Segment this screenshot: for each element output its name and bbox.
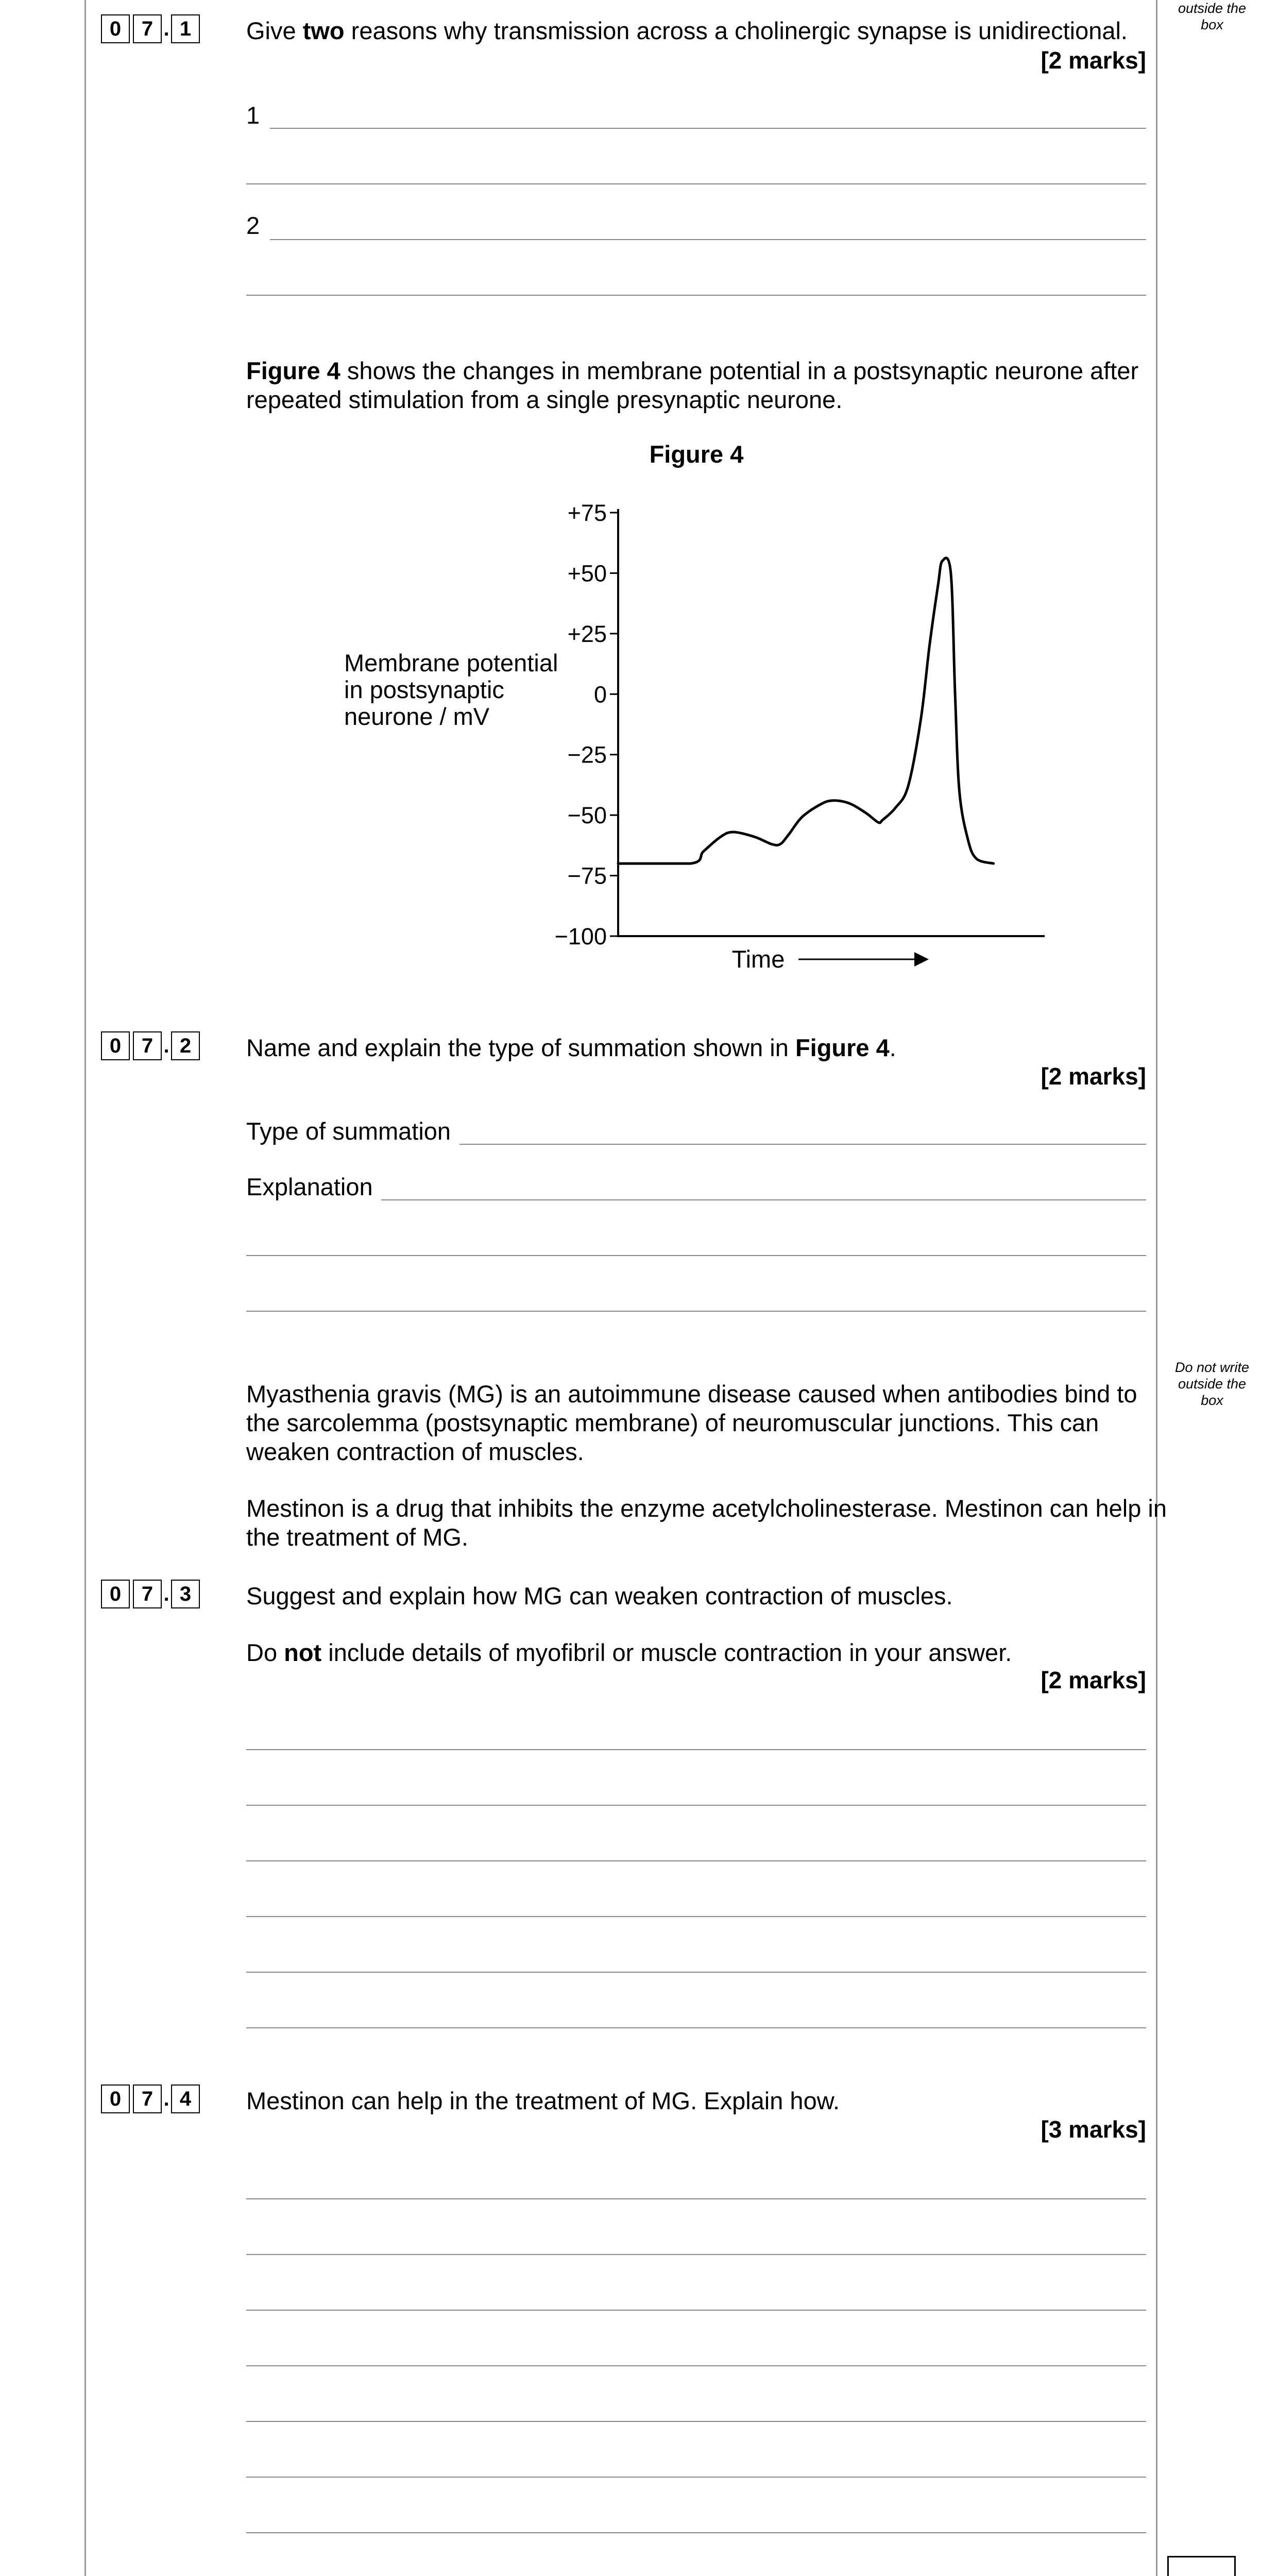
question-number-07-1: 0 7 . 1 xyxy=(101,14,200,43)
figure-intro-line1: Figure 4 shows the changes in membrane potential in a postsynaptic neurone after xyxy=(246,357,1139,384)
mg-intro-paragraph-2: Mestinon is a drug that inhibits the enzyme acetylcholinesterase. Mestinon can help in the treatment of MG. xyxy=(246,1495,1167,1551)
answer-line[interactable] xyxy=(246,1805,1146,1806)
marks-07-3: [2 marks] xyxy=(1041,1667,1146,1693)
answer-line[interactable] xyxy=(246,2421,1146,2422)
chart-title: Figure 4 xyxy=(649,440,744,468)
answer-label-1: 1 xyxy=(246,101,260,129)
answer-label-2: 2 xyxy=(246,212,260,239)
y-axis-label xyxy=(344,649,558,730)
y-tick-label: −75 xyxy=(567,862,607,889)
figure-4-chart xyxy=(0,0,1278,1010)
y-tick-label: −25 xyxy=(567,741,607,768)
answer-line[interactable] xyxy=(246,2477,1146,2478)
marks-07-1: [2 marks] xyxy=(1041,47,1146,74)
margin-note-mid: Do not write outside the box xyxy=(1174,1360,1250,1408)
answer-line[interactable] xyxy=(381,1199,1146,1200)
answer-line[interactable] xyxy=(246,2310,1146,2311)
margin-note-top: outside the box xyxy=(1178,1,1247,32)
figure-intro-line2: repeated stimulation from a single presynaptic neurone. xyxy=(246,386,843,413)
answer-line[interactable] xyxy=(246,1860,1146,1861)
question-number-07-4: 0 7 . 4 xyxy=(101,2084,200,2113)
question-number-07-3: 0 7 . 3 xyxy=(101,1580,200,1608)
marks-07-2: [2 marks] xyxy=(1041,1063,1146,1090)
answer-line[interactable] xyxy=(246,2254,1146,2255)
label-type-of-summation: Type of summation xyxy=(246,1117,451,1145)
y-tick-label: +75 xyxy=(567,500,607,526)
y-axis-label-line: in postsynaptic xyxy=(344,676,504,703)
answer-line[interactable] xyxy=(246,2365,1146,2366)
marks-07-4: [3 marks] xyxy=(1041,2116,1146,2143)
question-number-07-2: 0 7 . 2 xyxy=(101,1031,200,1060)
answer-line[interactable] xyxy=(246,1916,1146,1917)
y-tick-label: −100 xyxy=(554,923,607,950)
y-axis-label-line: Membrane potential xyxy=(344,649,558,676)
answer-line[interactable] xyxy=(246,1972,1146,1973)
question-07-3-note: Do not include details of myofibril or muscle contraction in your answer. xyxy=(246,1639,1012,1666)
answer-line[interactable] xyxy=(246,2027,1146,2028)
page-score-box xyxy=(1167,2556,1236,2576)
y-tick-label: +25 xyxy=(567,620,607,647)
label-explanation: Explanation xyxy=(246,1173,373,1200)
y-tick-label: +50 xyxy=(567,560,607,587)
answer-line[interactable] xyxy=(459,1144,1146,1145)
question-07-3-text: Suggest and explain how MG can weaken contraction of muscles. xyxy=(246,1582,953,1609)
answer-line[interactable] xyxy=(246,2198,1146,2199)
membrane-potential-curve xyxy=(618,558,994,863)
mg-intro-paragraph-1: Myasthenia gravis (MG) is an autoimmune disease caused when antibodies bind to the sarcolemma (postsynaptic membrane) of neuromuscular junctions. This can weaken contraction of muscles. xyxy=(246,1380,1137,1465)
y-tick-label: −50 xyxy=(567,802,607,829)
answer-line[interactable] xyxy=(246,1749,1146,1750)
y-tick-label: 0 xyxy=(593,681,607,708)
question-07-1-text: Give two reasons why transmission across a cholinergic synapse is unidirectional. xyxy=(246,17,1128,44)
x-axis-label: Time xyxy=(731,945,785,973)
time-arrow-head xyxy=(914,952,929,967)
answer-line[interactable] xyxy=(246,1255,1146,1256)
answer-line[interactable] xyxy=(246,2532,1146,2533)
question-07-4-text: Mestinon can help in the treatment of MG. Explain how. xyxy=(246,2087,840,2114)
y-axis-label-line: neurone / mV xyxy=(344,703,490,730)
question-07-2-text: Name and explain the type of summation shown in Figure 4. xyxy=(246,1034,896,1061)
answer-line[interactable] xyxy=(246,1311,1146,1312)
